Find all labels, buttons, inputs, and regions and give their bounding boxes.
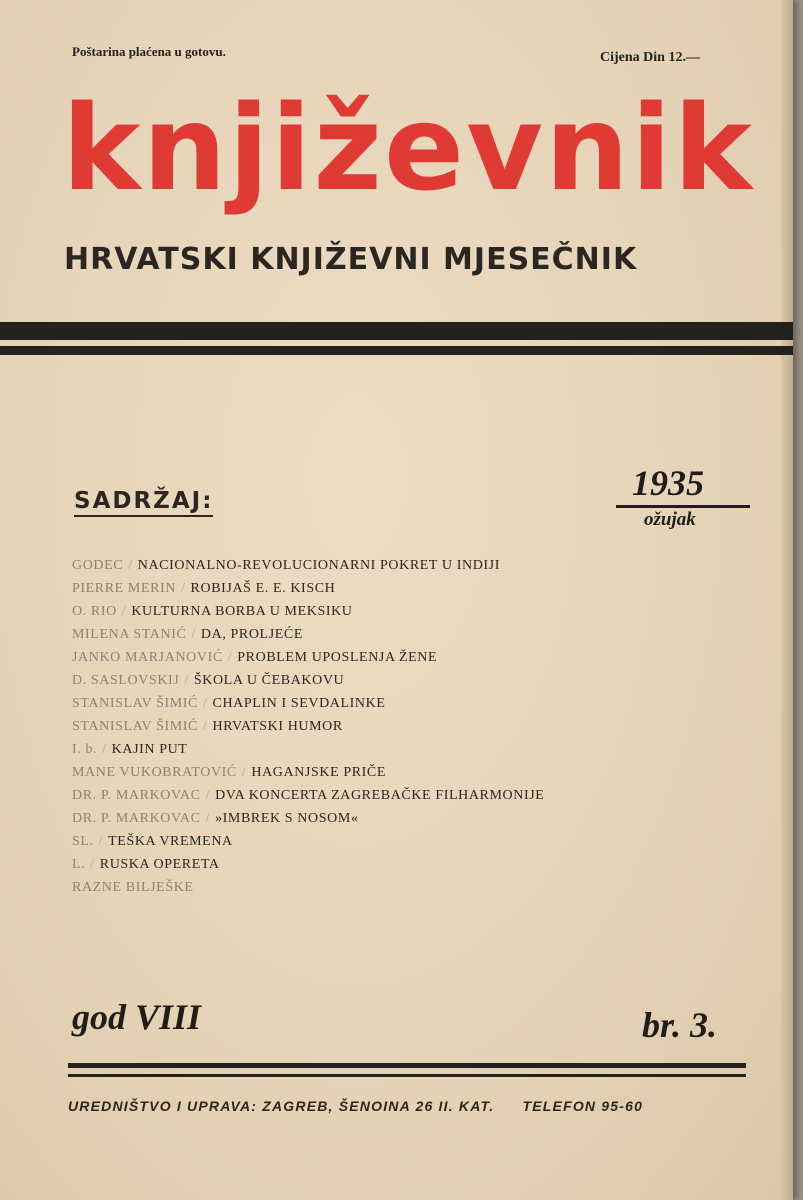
contents-author: DR. P. MARKOVAC [72, 788, 201, 803]
contents-author: STANISLAV ŠIMIĆ [72, 719, 198, 734]
contents-title: HAGANJSKE PRIČE [251, 765, 386, 780]
contents-item [72, 623, 544, 646]
contents-item [72, 784, 544, 807]
masthead-title: književnik [62, 79, 754, 217]
postage-note: Poštarina plaćena u gotovu. [72, 44, 226, 59]
issue-number: br. 3. [642, 1005, 718, 1045]
contents-item [72, 600, 544, 623]
contents-author: MILENA STANIĆ [72, 627, 187, 642]
contents-title: NACIONALNO-REVOLUCIONARNI POKRET U INDIJI [137, 558, 500, 573]
contents-title: DVA KONCERTA ZAGREBAČKE FILHARMONIJE [215, 788, 545, 803]
contents-author: DR. P. MARKOVAC [72, 811, 201, 826]
contents-title: ŠKOLA U ČEBAKOVU [193, 673, 345, 688]
contents-title: »IMBREK S NOSOM« [215, 811, 359, 826]
contents-author: STANISLAV ŠIMIĆ [72, 696, 198, 711]
contents-title: PROBLEM UPOSLENJA ŽENE [237, 650, 438, 665]
contents-separator: / [98, 834, 104, 849]
issue-month: ožujak [644, 509, 696, 530]
contents-author: RAZNE BILJEŠKE [72, 880, 194, 895]
contents-heading: SADRŽAJ: [74, 488, 213, 517]
contents-title: HRVATSKI HUMOR [212, 719, 343, 734]
contents-separator: / [205, 788, 211, 803]
contents-separator: / [121, 604, 127, 619]
contents-item [72, 738, 544, 761]
contents-separator: / [184, 673, 189, 688]
price-label: Cijena Din 12.— [600, 50, 700, 65]
contents-title: RUSKA OPERETA [99, 857, 220, 872]
contents-author: O. RIO [72, 604, 117, 619]
footer-rule-thin [68, 1074, 746, 1077]
contents-author: PIERRE MERIN [72, 581, 177, 596]
volume-label: god VIII [72, 997, 202, 1037]
contents-list [72, 554, 544, 899]
contents-author: SL. [72, 834, 94, 849]
contents-author: GODEC [72, 558, 124, 573]
masthead-subtitle: HRVATSKI KNJIŽEVNI MJESEČNIK [64, 242, 638, 277]
contents-title: ROBIJAŠ E. E. KISCH [190, 581, 336, 596]
contents-author: L. [72, 857, 86, 872]
page-edge [781, 0, 793, 1200]
contents-item [72, 761, 544, 784]
contents-separator: / [205, 811, 211, 826]
footer-address: UREDNIŠTVO I UPRAVA: ZAGREB, ŠENOINA 26 II. KAT. [68, 1098, 495, 1114]
contents-author: MANE VUKOBRATOVIĆ [72, 765, 237, 780]
contents-separator: / [90, 857, 95, 872]
footer-rule-thick [68, 1063, 746, 1068]
contents-separator: / [128, 558, 133, 573]
contents-title: DA, PROLJEĆE [200, 627, 304, 642]
contents-item [72, 554, 544, 577]
contents-author: JANKO MARJANOVIĆ [72, 650, 223, 665]
masthead-rule-thin [0, 346, 793, 355]
contents-author: I. b. [72, 742, 98, 757]
contents-title: TEŠKA VREMENA [108, 834, 233, 849]
contents-separator: / [203, 719, 208, 734]
contents-separator: / [102, 742, 107, 757]
contents-item [72, 646, 544, 669]
issue-year: 1935 [632, 463, 704, 503]
contents-separator: / [181, 581, 186, 596]
footer-phone: TELEFON 95-60 [522, 1098, 644, 1114]
masthead-rule-thick [0, 322, 793, 340]
contents-separator: / [227, 650, 233, 665]
contents-title: KULTURNA BORBA U MEKSIKU [131, 604, 353, 619]
contents-title: KAJIN PUT [111, 742, 188, 757]
year-underline [616, 505, 750, 508]
footer-line [68, 1098, 758, 1114]
contents-item [72, 807, 544, 830]
contents-item [72, 692, 544, 715]
contents-item [72, 830, 544, 853]
contents-item [72, 577, 544, 600]
contents-separator: / [241, 765, 247, 780]
contents-item [72, 876, 544, 899]
contents-item [72, 715, 544, 738]
contents-author: D. SASLOVSKIJ [72, 673, 180, 688]
contents-item [72, 853, 544, 876]
contents-separator: / [203, 696, 208, 711]
contents-separator: / [191, 627, 196, 642]
contents-item [72, 669, 544, 692]
contents-title: CHAPLIN I SEVDALINKE [212, 696, 386, 711]
